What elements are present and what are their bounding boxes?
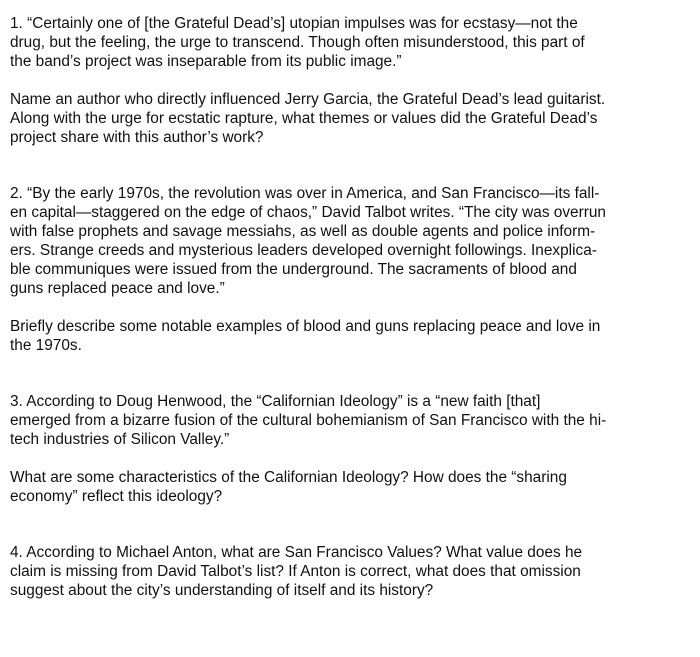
question-2-prompt [10,317,678,355]
text-line: What are some characteristics of the Californian Ideology? How does the “sharing [10,469,567,486]
text-line: 2. “By the early 1970s, the revolution was over in America, and San Francisco—its fall- [10,185,600,202]
question-2-quote [10,184,678,298]
text-line: the band’s project was inseparable from its public image.” [10,53,402,70]
text-line: claim is missing from David Talbot’s list? If Anton is correct, what does that omission [10,563,581,580]
text-line: en capital—staggered on the edge of chaos,” David Talbot writes. “The city was overrun [10,204,606,221]
question-1-quote [10,14,678,71]
text-line: Along with the urge for ecstatic rapture, what themes or values did the Grateful Dead’s [10,110,598,127]
text-line: tech industries of Silicon Valley.” [10,431,230,448]
text-line: suggest about the city’s understanding of itself and its history? [10,582,434,599]
text-line: the 1970s. [10,337,82,354]
question-3-quote [10,392,678,449]
question-4-quote [10,543,678,600]
text-line: Briefly describe some notable examples of blood and guns replacing peace and love in [10,318,601,335]
text-line: economy” reflect this ideology? [10,488,223,505]
text-line: 4. According to Michael Anton, what are San Francisco Values? What value does he [10,544,583,561]
text-line: with false prophets and savage messiahs, as well as double agents and police inform- [10,223,596,240]
text-line: ble communiques were issued from the underground. The sacraments of blood and [10,261,577,278]
question-1-prompt [10,90,678,147]
question-3-prompt [10,468,678,506]
text-line: emerged from a bizarre fusion of the cultural bohemianism of San Francisco with the hi- [10,412,607,429]
document-page [10,14,678,600]
text-line: 3. According to Doug Henwood, the “Californian Ideology” is a “new faith [that] [10,393,541,410]
text-line: drug, but the feeling, the urge to transcend. Though often misunderstood, this part of [10,34,585,51]
text-line: guns replaced peace and love.” [10,280,225,297]
text-line: 1. “Certainly one of [the Grateful Dead’s] utopian impulses was for ecstasy—not the [10,15,578,32]
text-line: ers. Strange creeds and mysterious leaders developed overnight followings. Inexplica- [10,242,597,259]
text-line: Name an author who directly influenced Jerry Garcia, the Grateful Dead’s lead guitarist. [10,91,606,108]
text-line: project share with this author’s work? [10,129,264,146]
